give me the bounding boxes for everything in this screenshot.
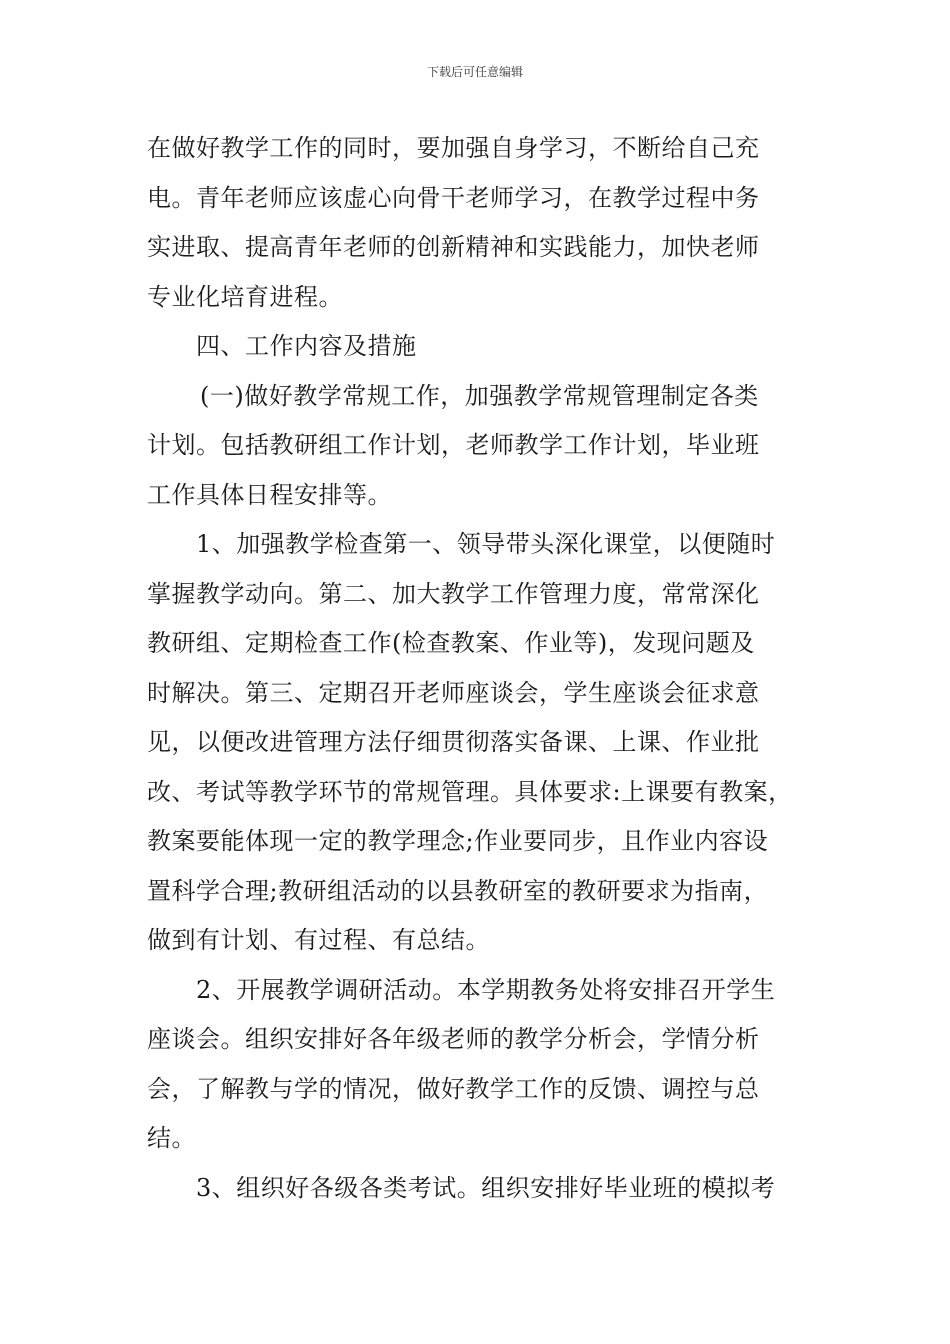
section-heading (147, 322, 807, 372)
text-line: 工作具体日程安排等。 (147, 480, 392, 509)
text-line: 做到有计划、有过程、有总结。 (147, 926, 490, 954)
text-line: 计划。包括教研组工作计划，老师教学工作计划，毕业班 (147, 431, 760, 459)
text-line: 专业化培育进程。 (147, 282, 343, 311)
text-line: 实进取、提高青年老师的创新精神和实践能力，加快老师 (147, 233, 760, 261)
text-line: 改、考试等教学环节的常规管理。具体要求:上课要有教案， (147, 777, 793, 806)
document-body (147, 124, 807, 1213)
paragraph-subsection-1 (147, 372, 807, 521)
text-line: 3、组织好各级各类考试。组织安排好毕业班的模拟考 (196, 1173, 776, 1202)
text-line: (一)做好教学常规工作，加强教学常规管理制定各类 (200, 381, 759, 410)
text-line: 四、工作内容及措施 (196, 332, 417, 360)
text-line: 电。青年老师应该虚心向骨干老师学习，在教学过程中务 (147, 183, 760, 212)
text-line: 2、开展教学调研活动。本学期教务处将安排召开学生 (196, 975, 776, 1004)
paragraph-item-1 (147, 520, 807, 966)
text-line: 见，以便改进管理方法仔细贯彻落实备课、上课、作业批 (147, 728, 760, 756)
text-line: 置科学合理;教研组活动的以县教研室的教研要求为指南， (147, 876, 769, 905)
paragraph-item-3 (147, 1164, 807, 1214)
text-line: 教研组、定期检查工作(检查教案、作业等)，发现问题及 (147, 629, 755, 657)
text-line: 在做好教学工作的同时，要加强自身学习，不断给自己充 (147, 134, 760, 162)
text-line: 时解决。第三、定期召开老师座谈会，学生座谈会征求意 (147, 678, 760, 707)
text-line: 结。 (147, 1124, 196, 1152)
page-header: 下载后可任意编辑 (426, 65, 523, 79)
text-line: 会，了解教与学的情况，做好教学工作的反馈、调控与总 (147, 1074, 760, 1103)
text-line: 教案要能体现一定的教学理念;作业要同步，且作业内容设 (147, 827, 769, 855)
paragraph-item-2 (147, 966, 807, 1164)
paragraph-intro (147, 124, 807, 322)
text-line: 1、加强教学检查第一、领导带头深化课堂，以便随时 (196, 530, 776, 558)
text-line: 座谈会。组织安排好各年级老师的教学分析会，学情分析 (147, 1025, 760, 1053)
text-line: 掌握教学动向。第二、加大教学工作管理力度，常常深化 (147, 579, 760, 608)
